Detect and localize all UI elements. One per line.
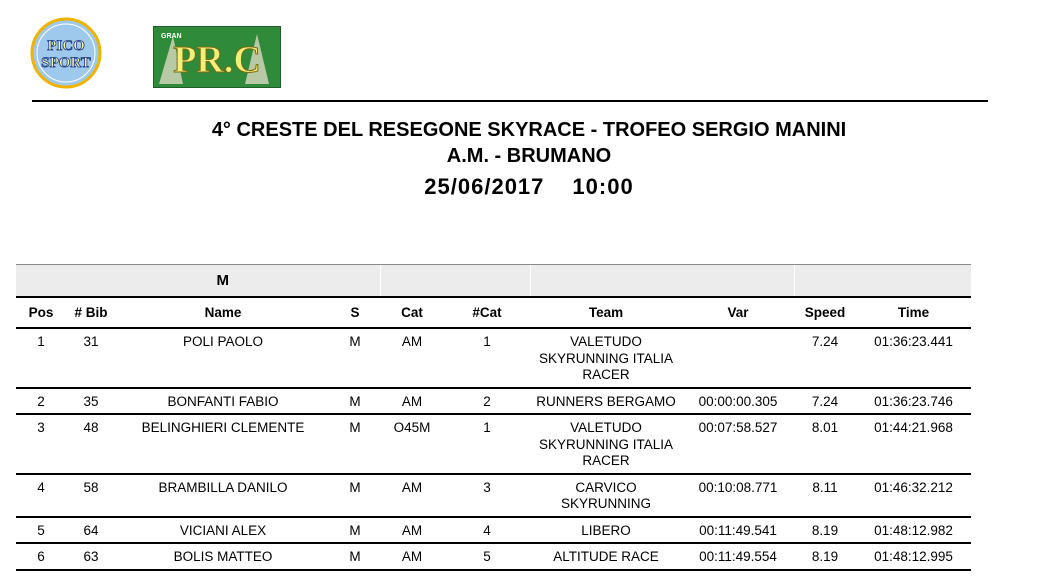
- cell-name: POLI PAOLO: [116, 328, 330, 388]
- col-speed: Speed: [794, 297, 856, 328]
- cell-cat: AM: [380, 517, 444, 544]
- race-date: 25/06/2017: [424, 174, 545, 199]
- cell-pos: 6: [16, 543, 66, 570]
- cell-speed: 8.11: [794, 474, 856, 517]
- cell-pos: 4: [16, 474, 66, 517]
- cell-team: LIBERO: [530, 517, 682, 544]
- col-sex: S: [330, 297, 380, 328]
- cell-time: 01:48:12.995: [856, 543, 971, 570]
- cell-name: BOLIS MATTEO: [116, 543, 330, 570]
- race-location: A.M. - BRUMANO: [446, 145, 612, 167]
- cell-speed: 7.24: [794, 388, 856, 415]
- cell-catpos: 5: [444, 543, 530, 570]
- cell-sex: M: [330, 517, 380, 544]
- cell-sex: M: [330, 388, 380, 415]
- cell-name: VICIANI ALEX: [116, 517, 330, 544]
- race-time: 10:00: [572, 174, 634, 199]
- col-pos: Pos: [16, 297, 66, 328]
- cell-name: BELINGHIERI CLEMENTE: [116, 414, 330, 474]
- cell-catpos: 1: [444, 328, 530, 388]
- cell-team: ALTITUDE RACE: [530, 543, 682, 570]
- cell-team: RUNNERS BERGAMO: [530, 388, 682, 415]
- cell-team: VALETUDO SKYRUNNING ITALIA RACER: [530, 414, 682, 474]
- cell-cat: O45M: [380, 414, 444, 474]
- header-row: [16, 297, 971, 328]
- cell-cat: AM: [380, 328, 444, 388]
- svg-text:PR.C: PR.C: [173, 39, 261, 81]
- group-label: M: [66, 265, 380, 298]
- cell-var: [682, 328, 794, 388]
- cell-pos: 3: [16, 414, 66, 474]
- cell-cat: AM: [380, 543, 444, 570]
- prc-logo: [153, 26, 281, 88]
- col-catpos: #Cat: [444, 297, 530, 328]
- table-row: [16, 517, 971, 544]
- col-name: Name: [116, 297, 330, 328]
- cell-sex: M: [330, 328, 380, 388]
- table-row: [16, 328, 971, 388]
- cell-catpos: 3: [444, 474, 530, 517]
- cell-catpos: 4: [444, 517, 530, 544]
- table-row: [16, 388, 971, 415]
- svg-text:PICO: PICO: [47, 38, 85, 54]
- svg-text:GRAN: GRAN: [161, 33, 182, 40]
- cell-team: CARVICO SKYRUNNING: [530, 474, 682, 517]
- group-row: [16, 265, 971, 298]
- svg-text:SPORT: SPORT: [41, 55, 91, 71]
- cell-catpos: 1: [444, 414, 530, 474]
- cell-time: 01:44:21.968: [856, 414, 971, 474]
- cell-time: 01:36:23.746: [856, 388, 971, 415]
- cell-var: 00:10:08.771: [682, 474, 794, 517]
- col-cat: Cat: [380, 297, 444, 328]
- table-row: [16, 414, 971, 474]
- cell-sex: M: [330, 543, 380, 570]
- col-bib: # Bib: [66, 297, 116, 328]
- table-row: [16, 474, 971, 517]
- cell-bib: 31: [66, 328, 116, 388]
- cell-sex: M: [330, 474, 380, 517]
- results-table: [16, 264, 971, 571]
- cell-name: BONFANTI FABIO: [116, 388, 330, 415]
- cell-speed: 8.19: [794, 543, 856, 570]
- cell-pos: 5: [16, 517, 66, 544]
- cell-catpos: 2: [444, 388, 530, 415]
- cell-time: 01:36:23.441: [856, 328, 971, 388]
- cell-var: 00:11:49.554: [682, 543, 794, 570]
- cell-var: 00:11:49.541: [682, 517, 794, 544]
- cell-bib: 63: [66, 543, 116, 570]
- cell-cat: AM: [380, 474, 444, 517]
- cell-speed: 7.24: [794, 328, 856, 388]
- race-header: [0, 118, 1058, 204]
- cell-bib: 35: [66, 388, 116, 415]
- cell-time: 01:46:32.212: [856, 474, 971, 517]
- table-row: [16, 543, 971, 570]
- col-time: Time: [856, 297, 971, 328]
- race-datetime: [0, 170, 1058, 204]
- cell-bib: 58: [66, 474, 116, 517]
- cell-var: 00:07:58.527: [682, 414, 794, 474]
- pico-sport-logo: [30, 17, 102, 89]
- cell-bib: 48: [66, 414, 116, 474]
- cell-pos: 1: [16, 328, 66, 388]
- cell-cat: AM: [380, 388, 444, 415]
- col-team: Team: [530, 297, 682, 328]
- cell-var: 00:00:00.305: [682, 388, 794, 415]
- header-rule: [32, 100, 988, 102]
- cell-team: VALETUDO SKYRUNNING ITALIA RACER: [530, 328, 682, 388]
- cell-time: 01:48:12.982: [856, 517, 971, 544]
- cell-pos: 2: [16, 388, 66, 415]
- cell-bib: 64: [66, 517, 116, 544]
- col-var: Var: [682, 297, 794, 328]
- cell-name: BRAMBILLA DANILO: [116, 474, 330, 517]
- race-title: 4° CRESTE DEL RESEGONE SKYRACE - TROFEO SERGIO MANINI: [211, 119, 847, 141]
- cell-speed: 8.19: [794, 517, 856, 544]
- cell-sex: M: [330, 414, 380, 474]
- cell-speed: 8.01: [794, 414, 856, 474]
